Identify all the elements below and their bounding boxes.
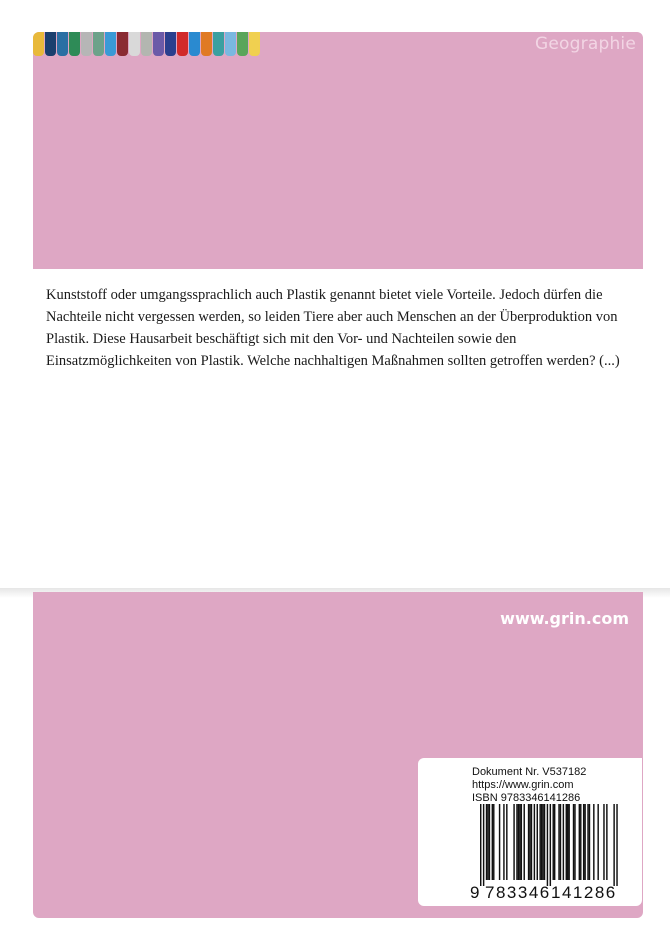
- color-band: [237, 32, 248, 56]
- publisher-url[interactable]: www.grin.com: [500, 609, 629, 628]
- barcode-bar: [537, 804, 538, 880]
- color-band: [165, 32, 176, 56]
- barcode-bar: [584, 804, 585, 880]
- barcode-bar: [528, 804, 529, 880]
- color-band: [189, 32, 200, 56]
- barcode-bar: [558, 804, 559, 880]
- barcode-bar: [539, 804, 540, 880]
- barcode-bar: [489, 804, 490, 880]
- barcode-bar: [583, 804, 584, 880]
- barcode-bar: [486, 804, 487, 880]
- color-band: [81, 32, 92, 56]
- barcode-bar: [531, 804, 532, 880]
- color-band: [69, 32, 80, 56]
- barcode-bar: [603, 804, 604, 880]
- barcode-bar: [513, 804, 514, 880]
- barcode-bar: [483, 804, 484, 886]
- color-strip: [33, 32, 261, 56]
- barcode-bar: [521, 804, 522, 880]
- barcode-bar: [553, 804, 554, 880]
- barcode-bar: [492, 804, 493, 880]
- color-band: [57, 32, 68, 56]
- barcode-bar: [487, 804, 488, 880]
- barcode-bar: [606, 804, 607, 880]
- color-band: [105, 32, 116, 56]
- color-band: [117, 32, 128, 56]
- barcode-bar: [554, 804, 555, 880]
- barcode-bar: [542, 804, 543, 880]
- category-label: Geographie: [535, 34, 636, 54]
- barcode-bar: [493, 804, 494, 880]
- barcode-bar: [589, 804, 590, 880]
- barcode-bar: [560, 804, 561, 880]
- barcode-digits-right: 141286: [551, 883, 617, 902]
- color-band: [177, 32, 188, 56]
- color-band: [249, 32, 260, 56]
- color-band: [93, 32, 104, 56]
- barcode-bar: [480, 804, 481, 886]
- barcode-bar: [503, 804, 504, 880]
- book-description: Kunststoff oder umgangssprachlich auch Plastik genannt bietet viele Vorteile. Jedoch dürfen die Nachteile nicht vergessen werden, so leiden Tiere aber auch Menschen an der Überproduktion von Plastik. Diese Hausarbeit beschäftigt sich mit den Vor- und Nachteilen sowie den Einsatzmöglichkeiten von Plastik. Welche nachhaltigen Maßnahmen sollten getroffen werden? (...): [46, 287, 620, 369]
- color-band: [213, 32, 224, 56]
- barcode-bar: [516, 804, 517, 880]
- color-band: [45, 32, 56, 56]
- barcode-bar: [499, 804, 500, 880]
- cover-top-panel: [33, 32, 643, 269]
- color-band: [141, 32, 152, 56]
- barcode-bar: [567, 804, 568, 880]
- barcode-bar: [529, 804, 530, 880]
- barcode-box: [418, 758, 642, 906]
- barcode-url: https://www.grin.com: [472, 779, 574, 791]
- barcode-bar: [593, 804, 594, 880]
- barcode-bar: [573, 804, 574, 880]
- barcode-bar: [574, 804, 575, 880]
- barcode-bar: [544, 804, 545, 880]
- color-band: [225, 32, 236, 56]
- barcode-digit-first: 9: [470, 883, 480, 902]
- color-band: [201, 32, 212, 56]
- barcode-bar: [563, 804, 564, 880]
- barcode-bar: [541, 804, 542, 880]
- color-band: [153, 32, 164, 56]
- color-band: [33, 32, 44, 56]
- barcode-bar: [597, 804, 598, 880]
- barcode-bar: [579, 804, 580, 880]
- barcode-image: [468, 804, 628, 902]
- isbn-number: ISBN 9783346141286: [472, 792, 581, 804]
- barcode-bar: [518, 804, 519, 880]
- barcode-bar: [568, 804, 569, 880]
- barcode-bar: [550, 804, 551, 886]
- barcode-bar: [506, 804, 507, 880]
- barcode-bar: [547, 804, 548, 886]
- barcode-bar: [534, 804, 535, 880]
- barcode-bar: [613, 804, 614, 886]
- barcode-bar: [580, 804, 581, 880]
- barcode-bar: [587, 804, 588, 880]
- barcode-bars: [480, 804, 618, 886]
- barcode-bar: [616, 804, 617, 886]
- color-band: [129, 32, 140, 56]
- barcode-bar: [524, 804, 525, 880]
- barcode-bar: [519, 804, 520, 880]
- barcode-bar: [566, 804, 567, 880]
- barcode-digits-left: 783346: [485, 883, 551, 902]
- document-number: Dokument Nr. V537182: [472, 766, 587, 778]
